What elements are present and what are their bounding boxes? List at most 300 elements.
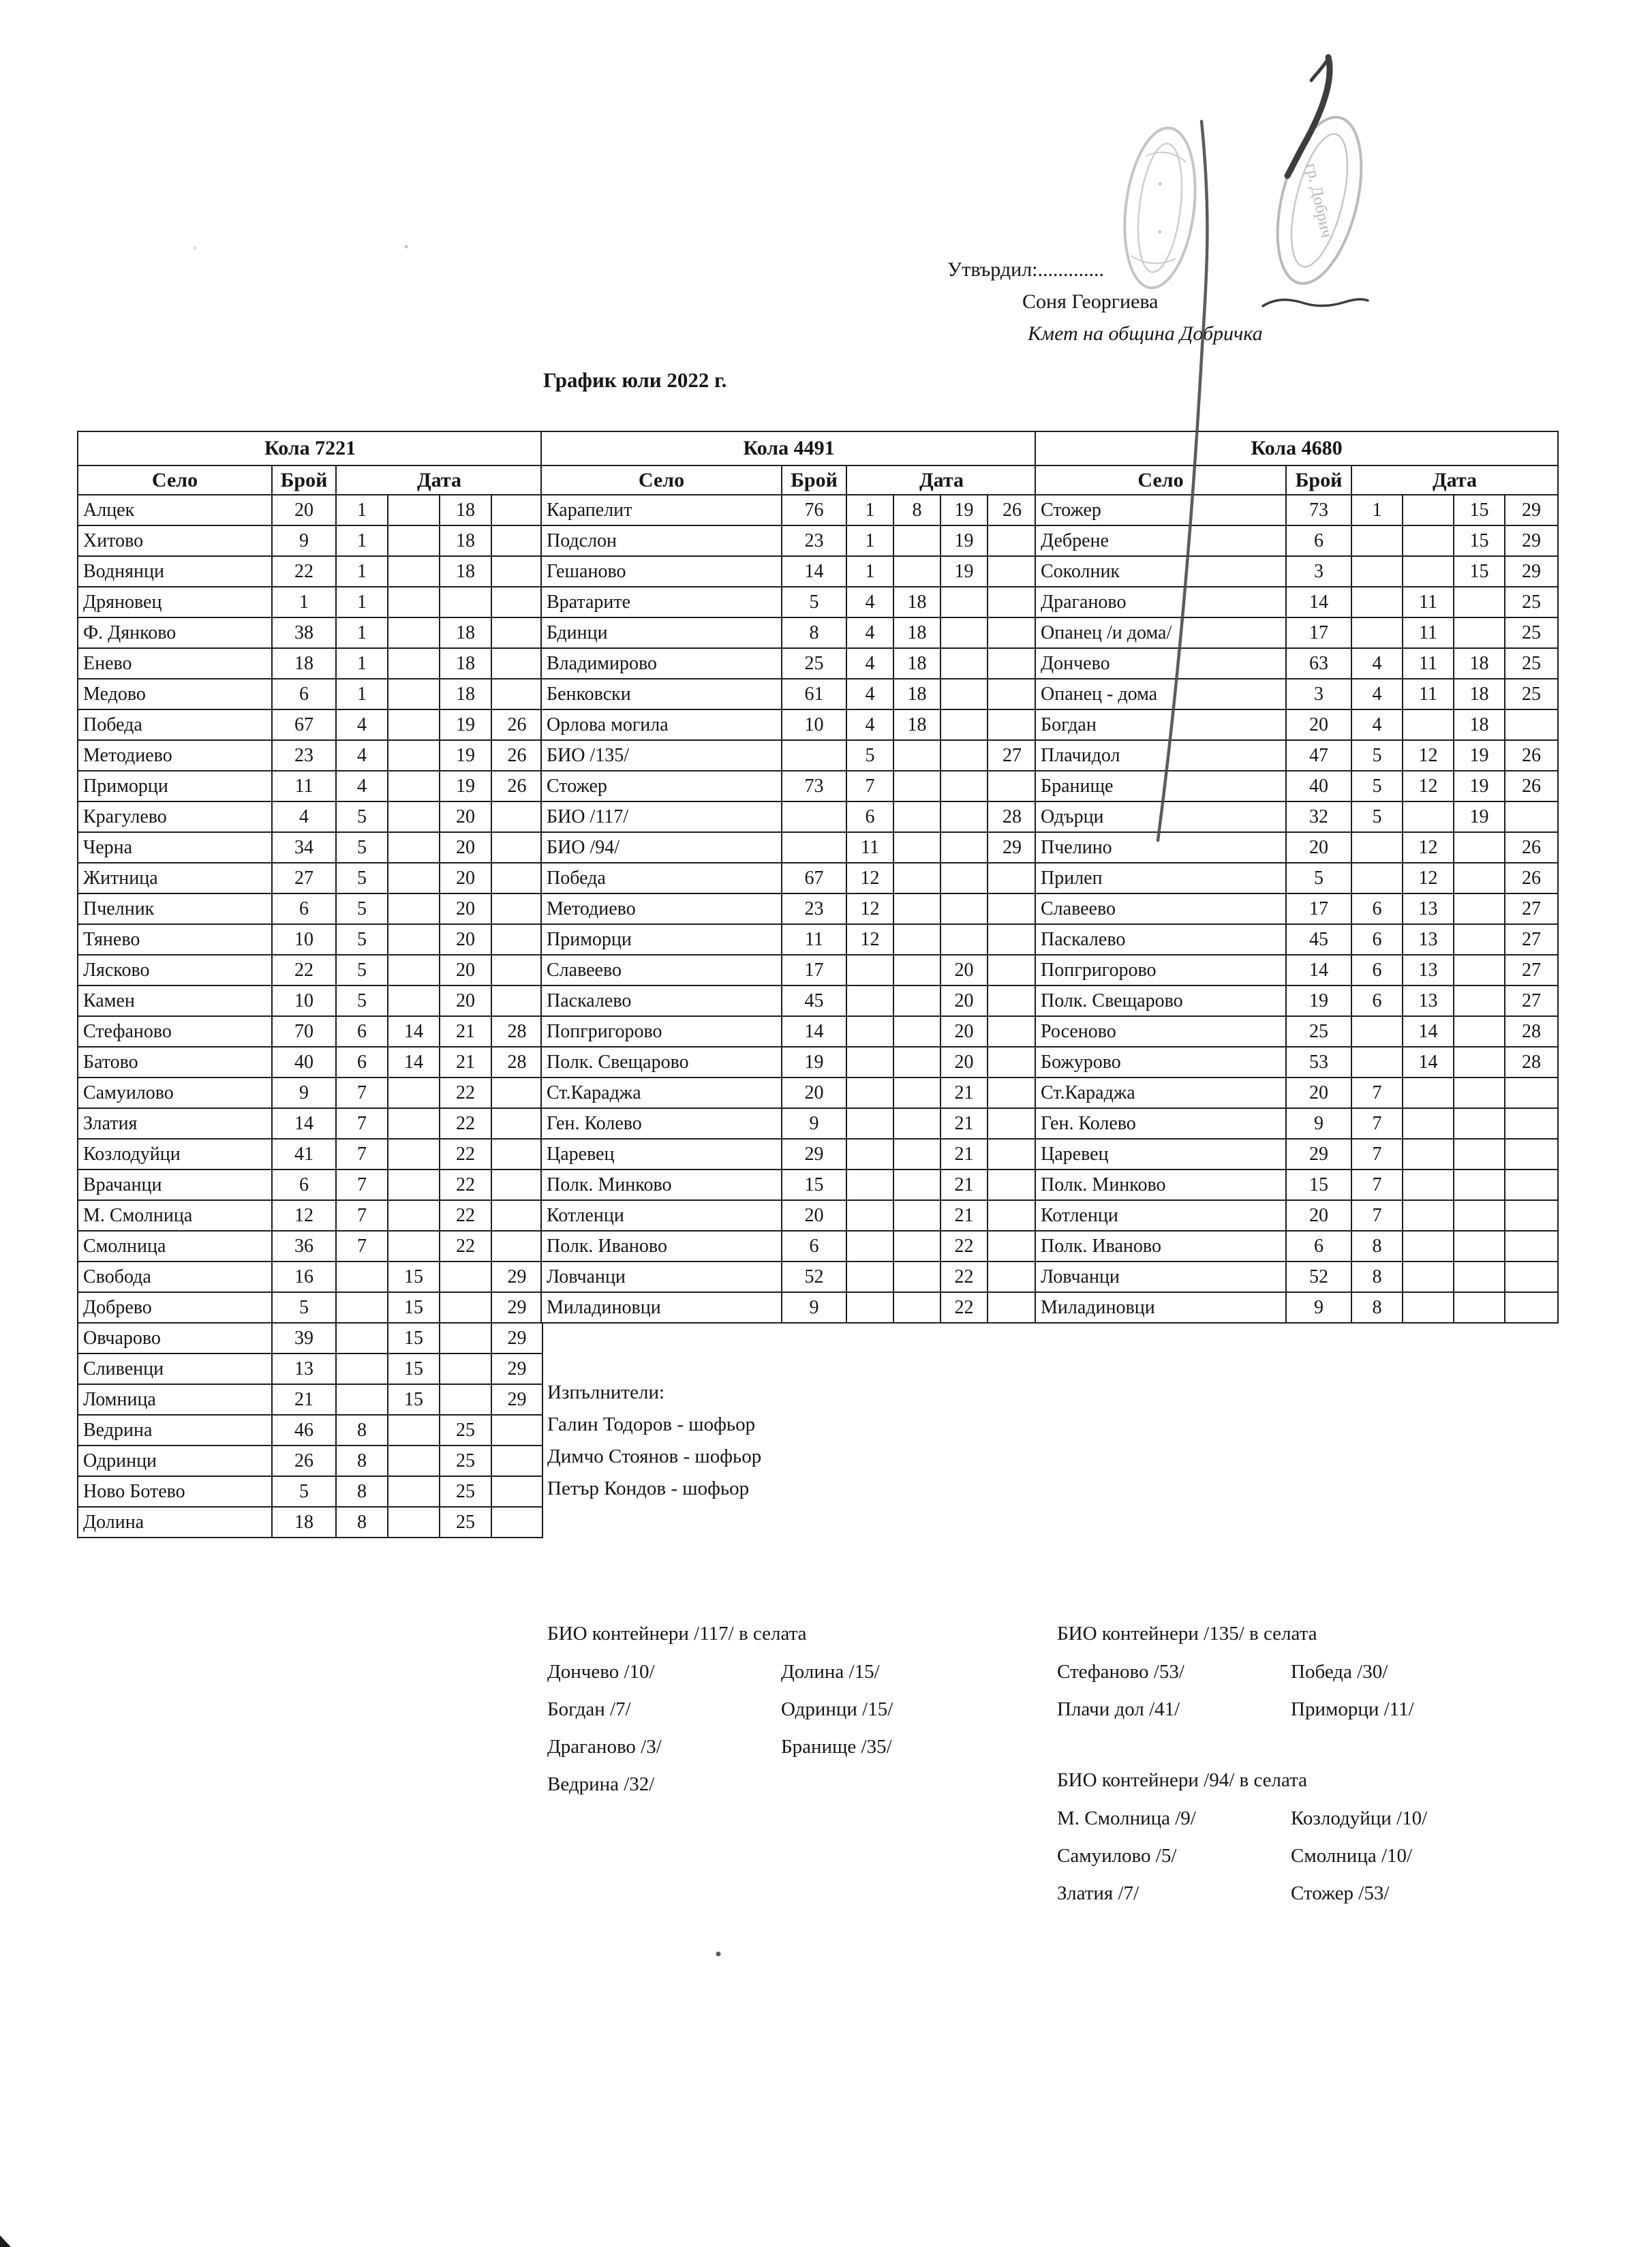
date-cell: 22	[440, 1231, 491, 1262]
date-cell	[388, 1077, 440, 1108]
date-cell: 18	[440, 648, 491, 679]
date-cell	[1505, 709, 1558, 740]
date-cell: 18	[1454, 709, 1505, 740]
bio-item: Смолница /10/	[1291, 1845, 1413, 1867]
col-header-date: Дата	[1351, 465, 1558, 495]
count-cell: 6	[272, 893, 336, 924]
date-cell: 25	[1505, 617, 1558, 648]
date-cell: 4	[846, 709, 893, 740]
date-cell	[1454, 1077, 1505, 1108]
date-cell: 7	[336, 1170, 388, 1200]
date-cell: 15	[1454, 525, 1505, 556]
count-cell: 6	[272, 1170, 336, 1200]
village-cell: Методиево	[78, 740, 272, 771]
date-cell: 8	[336, 1507, 388, 1538]
village-cell: Методиево	[541, 893, 782, 924]
count-cell: 11	[272, 771, 336, 801]
date-cell: 5	[336, 893, 388, 924]
bio-item: Долина /15/	[781, 1661, 880, 1683]
village-cell: Бдинци	[541, 617, 782, 648]
date-cell: 6	[1351, 985, 1403, 1016]
date-cell: 29	[491, 1292, 542, 1323]
table-row	[541, 1200, 1037, 1231]
table-row	[78, 1139, 542, 1170]
table-row	[1035, 525, 1558, 556]
date-cell	[988, 1108, 1037, 1139]
date-cell	[846, 985, 893, 1016]
date-cell	[1351, 832, 1403, 863]
village-cell: Одринци	[78, 1446, 272, 1476]
date-cell: 21	[940, 1200, 988, 1231]
date-cell	[988, 525, 1037, 556]
count-cell: 29	[1286, 1139, 1351, 1170]
count-cell: 52	[782, 1262, 846, 1292]
date-cell	[1403, 525, 1454, 556]
table-row	[1035, 801, 1558, 832]
date-cell: 8	[1351, 1231, 1403, 1262]
date-cell	[988, 709, 1037, 740]
date-cell: 20	[440, 955, 491, 985]
date-cell	[491, 1077, 542, 1108]
table-row	[541, 1016, 1037, 1047]
bio-item: Ведрина /32/	[547, 1773, 655, 1795]
village-cell: Сливенци	[78, 1354, 272, 1384]
date-cell	[893, 924, 940, 955]
count-cell: 22	[272, 955, 336, 985]
date-cell: 11	[846, 832, 893, 863]
date-cell: 21	[940, 1108, 988, 1139]
village-cell: Славеево	[541, 955, 782, 985]
date-cell: 18	[893, 587, 940, 617]
count-cell: 21	[272, 1384, 336, 1415]
date-cell: 26	[491, 709, 542, 740]
date-cell	[846, 1292, 893, 1323]
date-cell: 29	[1505, 525, 1558, 556]
count-cell	[782, 740, 846, 771]
date-cell	[988, 556, 1037, 587]
date-cell	[893, 1262, 940, 1292]
date-cell: 22	[440, 1077, 491, 1108]
date-cell: 11	[1403, 679, 1454, 709]
table-row	[78, 1047, 542, 1077]
date-cell: 13	[1403, 955, 1454, 985]
column-header-row	[78, 465, 542, 495]
date-cell	[988, 1292, 1037, 1323]
table-row	[541, 679, 1037, 709]
date-cell: 1	[1351, 495, 1403, 525]
table-row	[541, 1139, 1037, 1170]
date-cell: 12	[846, 863, 893, 893]
date-cell	[1351, 1047, 1403, 1077]
date-cell	[1454, 955, 1505, 985]
date-cell: 6	[336, 1016, 388, 1047]
date-cell	[940, 617, 988, 648]
village-cell: Стожер	[541, 771, 782, 801]
table-row	[1035, 771, 1558, 801]
date-cell: 25	[1505, 679, 1558, 709]
date-cell	[388, 771, 440, 801]
village-cell: Владимирово	[541, 648, 782, 679]
date-cell	[1454, 1108, 1505, 1139]
date-cell: 7	[1351, 1077, 1403, 1108]
schedule-table-kola-7221	[77, 431, 543, 1538]
village-cell: Медово	[78, 679, 272, 709]
date-cell: 22	[440, 1200, 491, 1231]
count-cell: 3	[1286, 679, 1351, 709]
schedule-table-kola-4680	[1035, 431, 1559, 1324]
count-cell: 67	[782, 863, 846, 893]
date-cell	[988, 1170, 1037, 1200]
date-cell	[388, 1415, 440, 1446]
date-cell	[940, 740, 988, 771]
date-cell: 11	[1403, 617, 1454, 648]
date-cell	[893, 1016, 940, 1047]
bio-item: М. Смолница /9/	[1057, 1807, 1196, 1829]
village-cell: Бранище	[1035, 771, 1286, 801]
date-cell: 14	[388, 1016, 440, 1047]
date-cell	[846, 1108, 893, 1139]
village-cell: Котленци	[541, 1200, 782, 1231]
count-cell: 52	[1286, 1262, 1351, 1292]
date-cell	[846, 1262, 893, 1292]
date-cell: 1	[336, 495, 388, 525]
count-cell: 5	[272, 1476, 336, 1507]
village-cell: Бенковски	[541, 679, 782, 709]
count-cell: 20	[272, 495, 336, 525]
date-cell	[1403, 1200, 1454, 1231]
date-cell	[940, 709, 988, 740]
date-cell: 14	[1403, 1047, 1454, 1077]
count-cell: 73	[782, 771, 846, 801]
date-cell: 15	[388, 1292, 440, 1323]
date-cell	[988, 1200, 1037, 1231]
date-cell	[846, 1047, 893, 1077]
count-cell: 23	[782, 893, 846, 924]
date-cell: 22	[440, 1170, 491, 1200]
date-cell	[388, 525, 440, 556]
bio-item: Златия /7/	[1057, 1882, 1139, 1904]
date-cell: 29	[1505, 495, 1558, 525]
village-cell: Опанец /и дома/	[1035, 617, 1286, 648]
table-row	[541, 1170, 1037, 1200]
date-cell: 28	[988, 801, 1037, 832]
table-row	[541, 955, 1037, 985]
count-cell: 45	[782, 985, 846, 1016]
date-cell: 1	[336, 556, 388, 587]
table-row	[541, 863, 1037, 893]
date-cell: 1	[846, 495, 893, 525]
date-cell: 21	[440, 1016, 491, 1047]
date-cell	[988, 1016, 1037, 1047]
table-row	[1035, 832, 1558, 863]
village-cell: Царевец	[1035, 1139, 1286, 1170]
date-cell: 19	[1454, 801, 1505, 832]
col-header-village: Село	[78, 465, 272, 495]
date-cell: 13	[1403, 924, 1454, 955]
count-cell: 9	[272, 525, 336, 556]
date-cell	[1505, 1292, 1558, 1323]
date-cell	[1403, 1262, 1454, 1292]
stamp-text: гр. Добрич	[1302, 162, 1336, 240]
date-cell	[440, 1354, 491, 1384]
table-row	[78, 893, 542, 924]
count-cell: 47	[1286, 740, 1351, 771]
table-row	[1035, 1047, 1558, 1077]
section-title: Кола 4491	[541, 431, 1037, 465]
date-cell: 22	[940, 1231, 988, 1262]
date-cell	[1403, 1231, 1454, 1262]
date-cell	[1505, 1200, 1558, 1231]
date-cell: 15	[1454, 495, 1505, 525]
date-cell	[1403, 1108, 1454, 1139]
date-cell: 5	[336, 924, 388, 955]
date-cell: 7	[846, 771, 893, 801]
bio-item: Стефаново /53/	[1057, 1661, 1184, 1683]
table-row	[1035, 495, 1558, 525]
date-cell: 27	[988, 740, 1037, 771]
date-cell	[491, 801, 542, 832]
table-row	[78, 525, 542, 556]
bio-heading: БИО контейнери /117/ в селата	[547, 1623, 807, 1645]
date-cell: 20	[440, 893, 491, 924]
date-cell	[1454, 1139, 1505, 1170]
date-cell	[491, 1231, 542, 1262]
stamp-right-icon	[1262, 108, 1376, 292]
table-row	[541, 617, 1037, 648]
count-cell: 11	[782, 924, 846, 955]
count-cell	[782, 801, 846, 832]
date-cell: 18	[440, 525, 491, 556]
village-cell: Полк. Минково	[541, 1170, 782, 1200]
date-cell: 8	[336, 1476, 388, 1507]
date-cell	[1454, 1047, 1505, 1077]
count-cell: 25	[782, 648, 846, 679]
count-cell: 67	[272, 709, 336, 740]
performer-line: Петър Кондов - шофьор	[547, 1478, 750, 1499]
table-row	[1035, 985, 1558, 1016]
date-cell: 26	[1505, 740, 1558, 771]
village-cell: Житница	[78, 863, 272, 893]
date-cell: 13	[1403, 893, 1454, 924]
date-cell: 15	[388, 1262, 440, 1292]
count-cell: 14	[272, 1108, 336, 1139]
document-title: График юли 2022 г.	[543, 368, 727, 392]
bio-row	[547, 1773, 893, 1810]
count-cell: 61	[782, 679, 846, 709]
village-cell: Миладиновци	[541, 1292, 782, 1323]
bio-item: Победа /30/	[1291, 1661, 1388, 1683]
count-cell: 23	[782, 525, 846, 556]
date-cell: 21	[940, 1077, 988, 1108]
date-cell: 26	[1505, 832, 1558, 863]
count-cell: 17	[1286, 893, 1351, 924]
date-cell: 7	[336, 1231, 388, 1262]
table-row	[1035, 924, 1558, 955]
village-cell: Самуилово	[78, 1077, 272, 1108]
date-cell	[988, 1077, 1037, 1108]
table-row	[78, 801, 542, 832]
date-cell	[940, 771, 988, 801]
table-row	[78, 1016, 542, 1047]
date-cell	[1403, 1077, 1454, 1108]
village-cell: Добрево	[78, 1292, 272, 1323]
village-cell: Паскалево	[541, 985, 782, 1016]
count-cell: 8	[782, 617, 846, 648]
date-cell	[388, 801, 440, 832]
date-cell: 12	[1403, 740, 1454, 771]
count-cell: 20	[1286, 832, 1351, 863]
date-cell	[491, 556, 542, 587]
table-row	[78, 1231, 542, 1262]
approver-name: Соня Георгиева	[1022, 290, 1159, 313]
village-cell: Пчелино	[1035, 832, 1286, 863]
table-row	[78, 495, 542, 525]
table-row	[1035, 679, 1558, 709]
village-cell: Попгригорово	[1035, 955, 1286, 985]
date-cell	[336, 1384, 388, 1415]
date-cell: 12	[846, 893, 893, 924]
count-cell: 6	[1286, 1231, 1351, 1262]
section-title-row	[1035, 431, 1558, 465]
date-cell	[491, 617, 542, 648]
date-cell: 12	[1403, 832, 1454, 863]
count-cell: 40	[272, 1047, 336, 1077]
table-row	[78, 955, 542, 985]
village-cell: Полк. Минково	[1035, 1170, 1286, 1200]
date-cell	[893, 1077, 940, 1108]
table-row	[541, 1231, 1037, 1262]
date-cell: 6	[1351, 955, 1403, 985]
village-cell: Паскалево	[1035, 924, 1286, 955]
date-cell: 1	[846, 525, 893, 556]
table-row	[1035, 709, 1558, 740]
bio-item: Драганово /3/	[547, 1736, 662, 1758]
village-cell: М. Смолница	[78, 1200, 272, 1231]
date-cell: 7	[1351, 1108, 1403, 1139]
village-cell: Миладиновци	[1035, 1292, 1286, 1323]
date-cell	[1505, 1231, 1558, 1262]
date-cell: 20	[940, 1047, 988, 1077]
bio-list	[547, 1660, 893, 1810]
date-cell: 26	[491, 771, 542, 801]
date-cell	[491, 525, 542, 556]
date-cell: 4	[1351, 648, 1403, 679]
date-cell	[491, 924, 542, 955]
table-row	[1035, 955, 1558, 985]
count-cell: 5	[272, 1292, 336, 1323]
count-cell: 3	[1286, 556, 1351, 587]
village-cell: Ломница	[78, 1384, 272, 1415]
bio-row	[1057, 1660, 1414, 1698]
table-row	[1035, 1200, 1558, 1231]
date-cell	[988, 587, 1037, 617]
date-cell	[491, 1170, 542, 1200]
count-cell: 19	[782, 1047, 846, 1077]
village-cell: Опанец - дома	[1035, 679, 1286, 709]
date-cell	[893, 1108, 940, 1139]
village-cell: Соколник	[1035, 556, 1286, 587]
approver-role: Кмет на община Добричка	[1028, 322, 1263, 345]
table-row	[78, 1170, 542, 1200]
date-cell	[893, 1200, 940, 1231]
date-cell: 18	[440, 495, 491, 525]
date-cell	[491, 893, 542, 924]
col-header-count: Брой	[272, 465, 336, 495]
date-cell: 7	[336, 1077, 388, 1108]
village-cell: БИО /135/	[541, 740, 782, 771]
date-cell: 19	[940, 556, 988, 587]
date-cell: 5	[846, 740, 893, 771]
date-cell: 18	[893, 617, 940, 648]
date-cell: 25	[1505, 587, 1558, 617]
count-cell: 19	[1286, 985, 1351, 1016]
date-cell: 20	[440, 832, 491, 863]
bio-block-117	[547, 1621, 893, 1810]
date-cell: 1	[336, 587, 388, 617]
count-cell: 22	[272, 556, 336, 587]
count-cell: 73	[1286, 495, 1351, 525]
date-cell	[1351, 587, 1403, 617]
count-cell: 9	[1286, 1108, 1351, 1139]
approval-label: Утвърдил:.............	[947, 258, 1105, 281]
village-cell: Хитово	[78, 525, 272, 556]
count-cell: 9	[272, 1077, 336, 1108]
village-cell: Дряновец	[78, 587, 272, 617]
date-cell: 5	[336, 863, 388, 893]
date-cell	[1505, 1077, 1558, 1108]
date-cell: 19	[940, 495, 988, 525]
date-cell: 18	[1454, 679, 1505, 709]
date-cell: 20	[440, 863, 491, 893]
village-cell: Златия	[78, 1108, 272, 1139]
schedule-table-kola-4491	[540, 431, 1037, 1324]
date-cell	[846, 955, 893, 985]
bio-item: Богдан /7/	[547, 1698, 631, 1720]
date-cell	[388, 1139, 440, 1170]
count-cell: 20	[782, 1077, 846, 1108]
date-cell	[893, 955, 940, 985]
date-cell: 15	[388, 1354, 440, 1384]
count-cell: 32	[1286, 801, 1351, 832]
date-cell: 20	[940, 985, 988, 1016]
village-cell: Воднянци	[78, 556, 272, 587]
date-cell	[846, 1016, 893, 1047]
date-cell	[988, 985, 1037, 1016]
village-cell: Прилеп	[1035, 863, 1286, 893]
date-cell: 5	[336, 801, 388, 832]
date-cell	[1454, 863, 1505, 893]
date-cell: 11	[1403, 587, 1454, 617]
table-row	[78, 924, 542, 955]
table-row	[1035, 1077, 1558, 1108]
date-cell: 21	[940, 1170, 988, 1200]
bio-row	[1057, 1807, 1427, 1844]
date-cell	[893, 771, 940, 801]
count-cell: 70	[272, 1016, 336, 1047]
date-cell	[1505, 801, 1558, 832]
count-cell: 9	[782, 1108, 846, 1139]
count-cell: 46	[272, 1415, 336, 1446]
date-cell: 27	[1505, 893, 1558, 924]
date-cell: 4	[336, 740, 388, 771]
table-row	[1035, 893, 1558, 924]
table-row	[78, 1262, 542, 1292]
date-cell	[988, 924, 1037, 955]
date-cell	[388, 679, 440, 709]
date-cell: 19	[440, 709, 491, 740]
signature-icon	[1263, 57, 1368, 306]
date-cell	[388, 1200, 440, 1231]
